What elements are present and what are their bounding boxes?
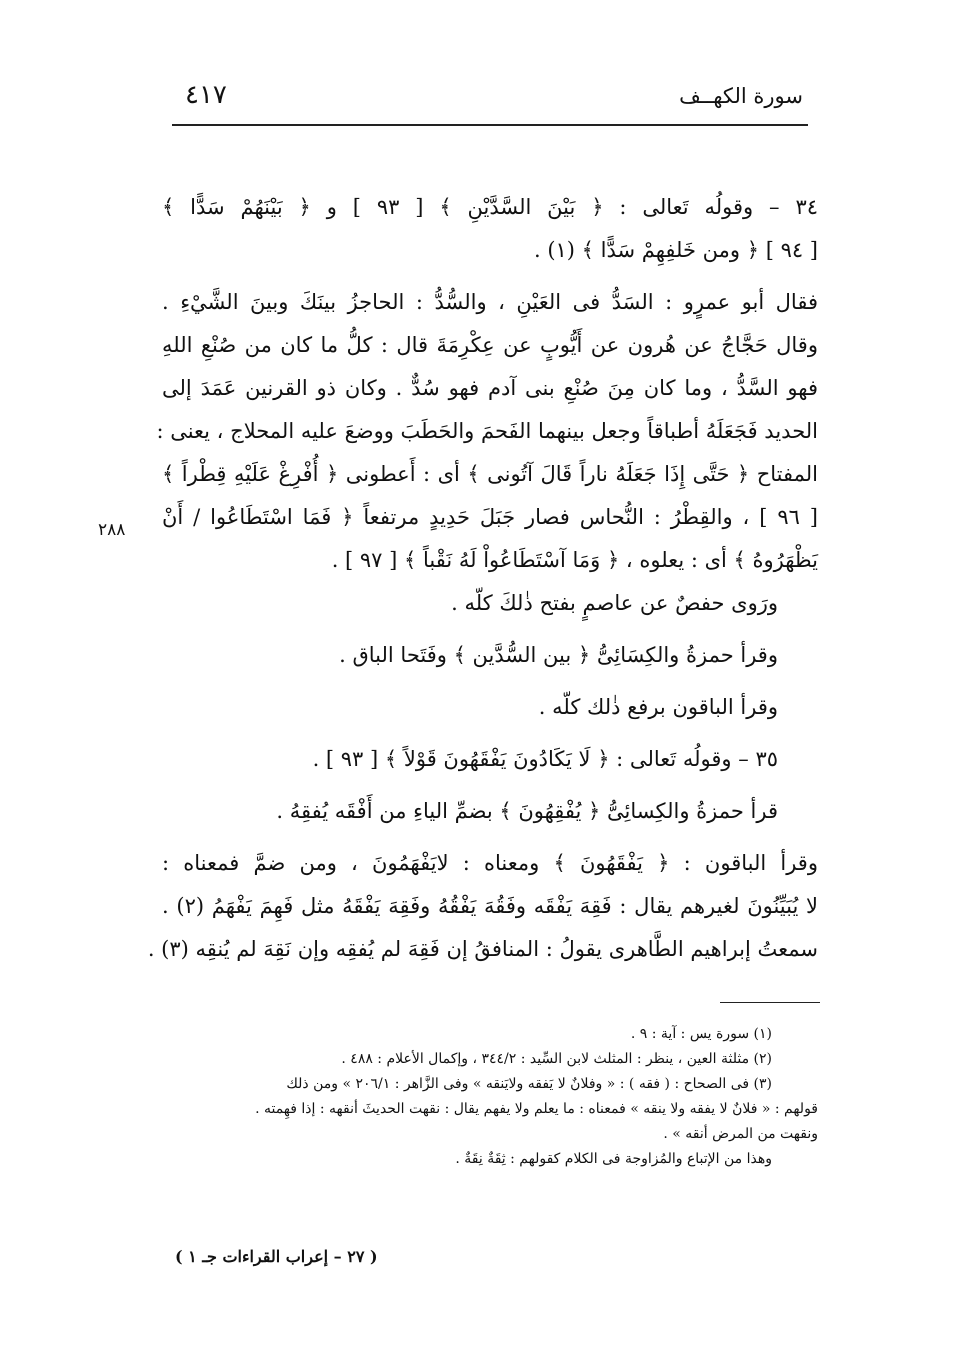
printer-signature-mark: ( ٢٧ – إعراب القراءات جـ ١ ) — [175, 1247, 378, 1266]
page-number: ٤١٧ — [185, 80, 227, 110]
footnote-line: وهذا من الإتباع والمُزاوجة فى الكلام كقولهم : ثِقَةٌ نِقَةٌ . — [455, 1151, 772, 1167]
text-line: المفتاح ﴿ حَتَّى إِذَا جَعَلَهُ ناراً قَالَ آتُونى ﴾ أى : أَعطونى ﴿ أُفْرِغْ عَلَيْهِ قِطْراً ﴾ — [162, 462, 818, 486]
footnote-line: ونقهت من المرض أنقه » . — [663, 1126, 818, 1142]
text-line: ٣٤ – وقولُه تَعالى : ﴿ بَيْنَ السَّدَّيْنِ ﴾ [ ٩٣ ] و ﴿ بَيْنَهُمْ سَدًّا ﴾ — [162, 195, 818, 219]
text-line: ٣٥ – وقولُه تَعالى : ﴿ لَا يَكَادُونَ يَفْقَهُونَ قَوْلاً ﴾ [ ٩٣ ] . — [312, 747, 778, 771]
running-header-surah-title: سورة الكهــف — [679, 84, 803, 108]
text-line: [ ٩٤ ] ﴿ ومن خَلفِهِمْ سَدًّا ﴾ (١) . — [533, 238, 818, 262]
text-line: ورَوى حفصٌ عن عاصمٍ بفتح ذٰلكَ كلّه . — [451, 591, 778, 615]
text-line: فقال أبو عمرٍو : السَدُّ فى العَيْنِ ، والسُّدُّ : الحاجزُ بينَكَ وبينَ الشَّيْءِ . — [162, 290, 818, 314]
footnote-line: (٢) مثلثة العين ، ينظر : المثلث لابن السِّيد : ٣٤٤/٢ ، وإكمال الأعلام : ٤٨٨ . — [341, 1051, 772, 1067]
footnote-line: (١) سورة يس : آية : ٩ . — [630, 1026, 772, 1042]
header-divider — [172, 124, 808, 126]
text-line: سمعتُ إبراهيم الطَّاهرى يقولُ : المنافقُ إن فَقِهَ لم يُفقِه وإن نَقِهَ لم يُنقِه (٣) . — [147, 937, 818, 961]
text-line: لا يُبَيِّنُونَ لغيرهم يقال : فَقِهَ يَفْقَه وفَقُهَ يَفْقُهُ وفَقِهَ يَفْقَهُ مثل فَهِمَ يَفْهَمُ (٢) . — [162, 894, 819, 918]
main-text — [147, 186, 819, 971]
text-line: [ ٩٦ ] ، والقِطْرُ : النُّحاس فصار جَبَلَ حَدِيدٍ مرتفعاً ﴿ فَمَا اسْتَطَاعُوا / أَنْ — [162, 505, 818, 529]
text-line: وقرأ الباقون : ﴿ يَفْقَهُونَ ﴾ ومعناه : لايَفْهَمُونَ ، ومن ضمَّ فمعناه : — [162, 851, 818, 875]
text-line: وقال حَجَّاجُ عن هُرون عن أَيُّوبٍ عن عِكْرِمَةَ قال : كلُّ ما كان من صُنْعِ اللهِ — [162, 333, 818, 357]
footnotes — [162, 1022, 818, 1172]
text-line: يَظْهَرُوهُ ﴾ أى : يعلوه ، ﴿ وَمَا آسْتَطَاعُواْ لَهُ نَقْباً ﴾ [ ٩٧ ] . — [331, 548, 818, 572]
text-line: وقرأ حمزةُ والكِسَائِىُّ ﴿ بين السُّدَّين ﴾ وفَتَحا الباق . — [339, 643, 778, 667]
text-line: وقرأ الباقون برفع ذٰلك كلّه . — [538, 695, 778, 719]
footnote-line: قولهم : « فلانٌ لا يفقه ولا ينقه » فمعناه : ما يعلم ولا يفهم يقال : نقهت الحديثَ أنقهه : إذا فهِمته . — [255, 1101, 818, 1117]
text-line: الحديد فَجَعَلَهُ أطباقاً وجعل بينهما الفَحمَ والحَطَبَ ووضعَ عليه المحلاج ، يعنى : — [156, 419, 818, 443]
margin-reference-number: ٢٨٨ — [98, 520, 126, 540]
footnote-divider — [720, 1002, 820, 1003]
text-line: فهو السَّدُّ ، وما كان مِنَ صُنْعِ بنى آدم فهو سُدٌّ . وكان ذو القرنين عَمَدَ إلى — [162, 376, 818, 400]
text-line: قرأ حمزةُ والكِسائِىُّ ﴿ يُفْقِهُونَ ﴾ بضمِّ الياءِ من أَفْقَه يُفقِهُ . — [276, 799, 778, 823]
footnote-line: (٣) فى الصحاح : ( فقه ) : « وفلانٌ لا يَفقه ولايَنقه » وفى الزَّاهر : ٢٠٦/١ » ومن ذلك — [286, 1076, 772, 1092]
